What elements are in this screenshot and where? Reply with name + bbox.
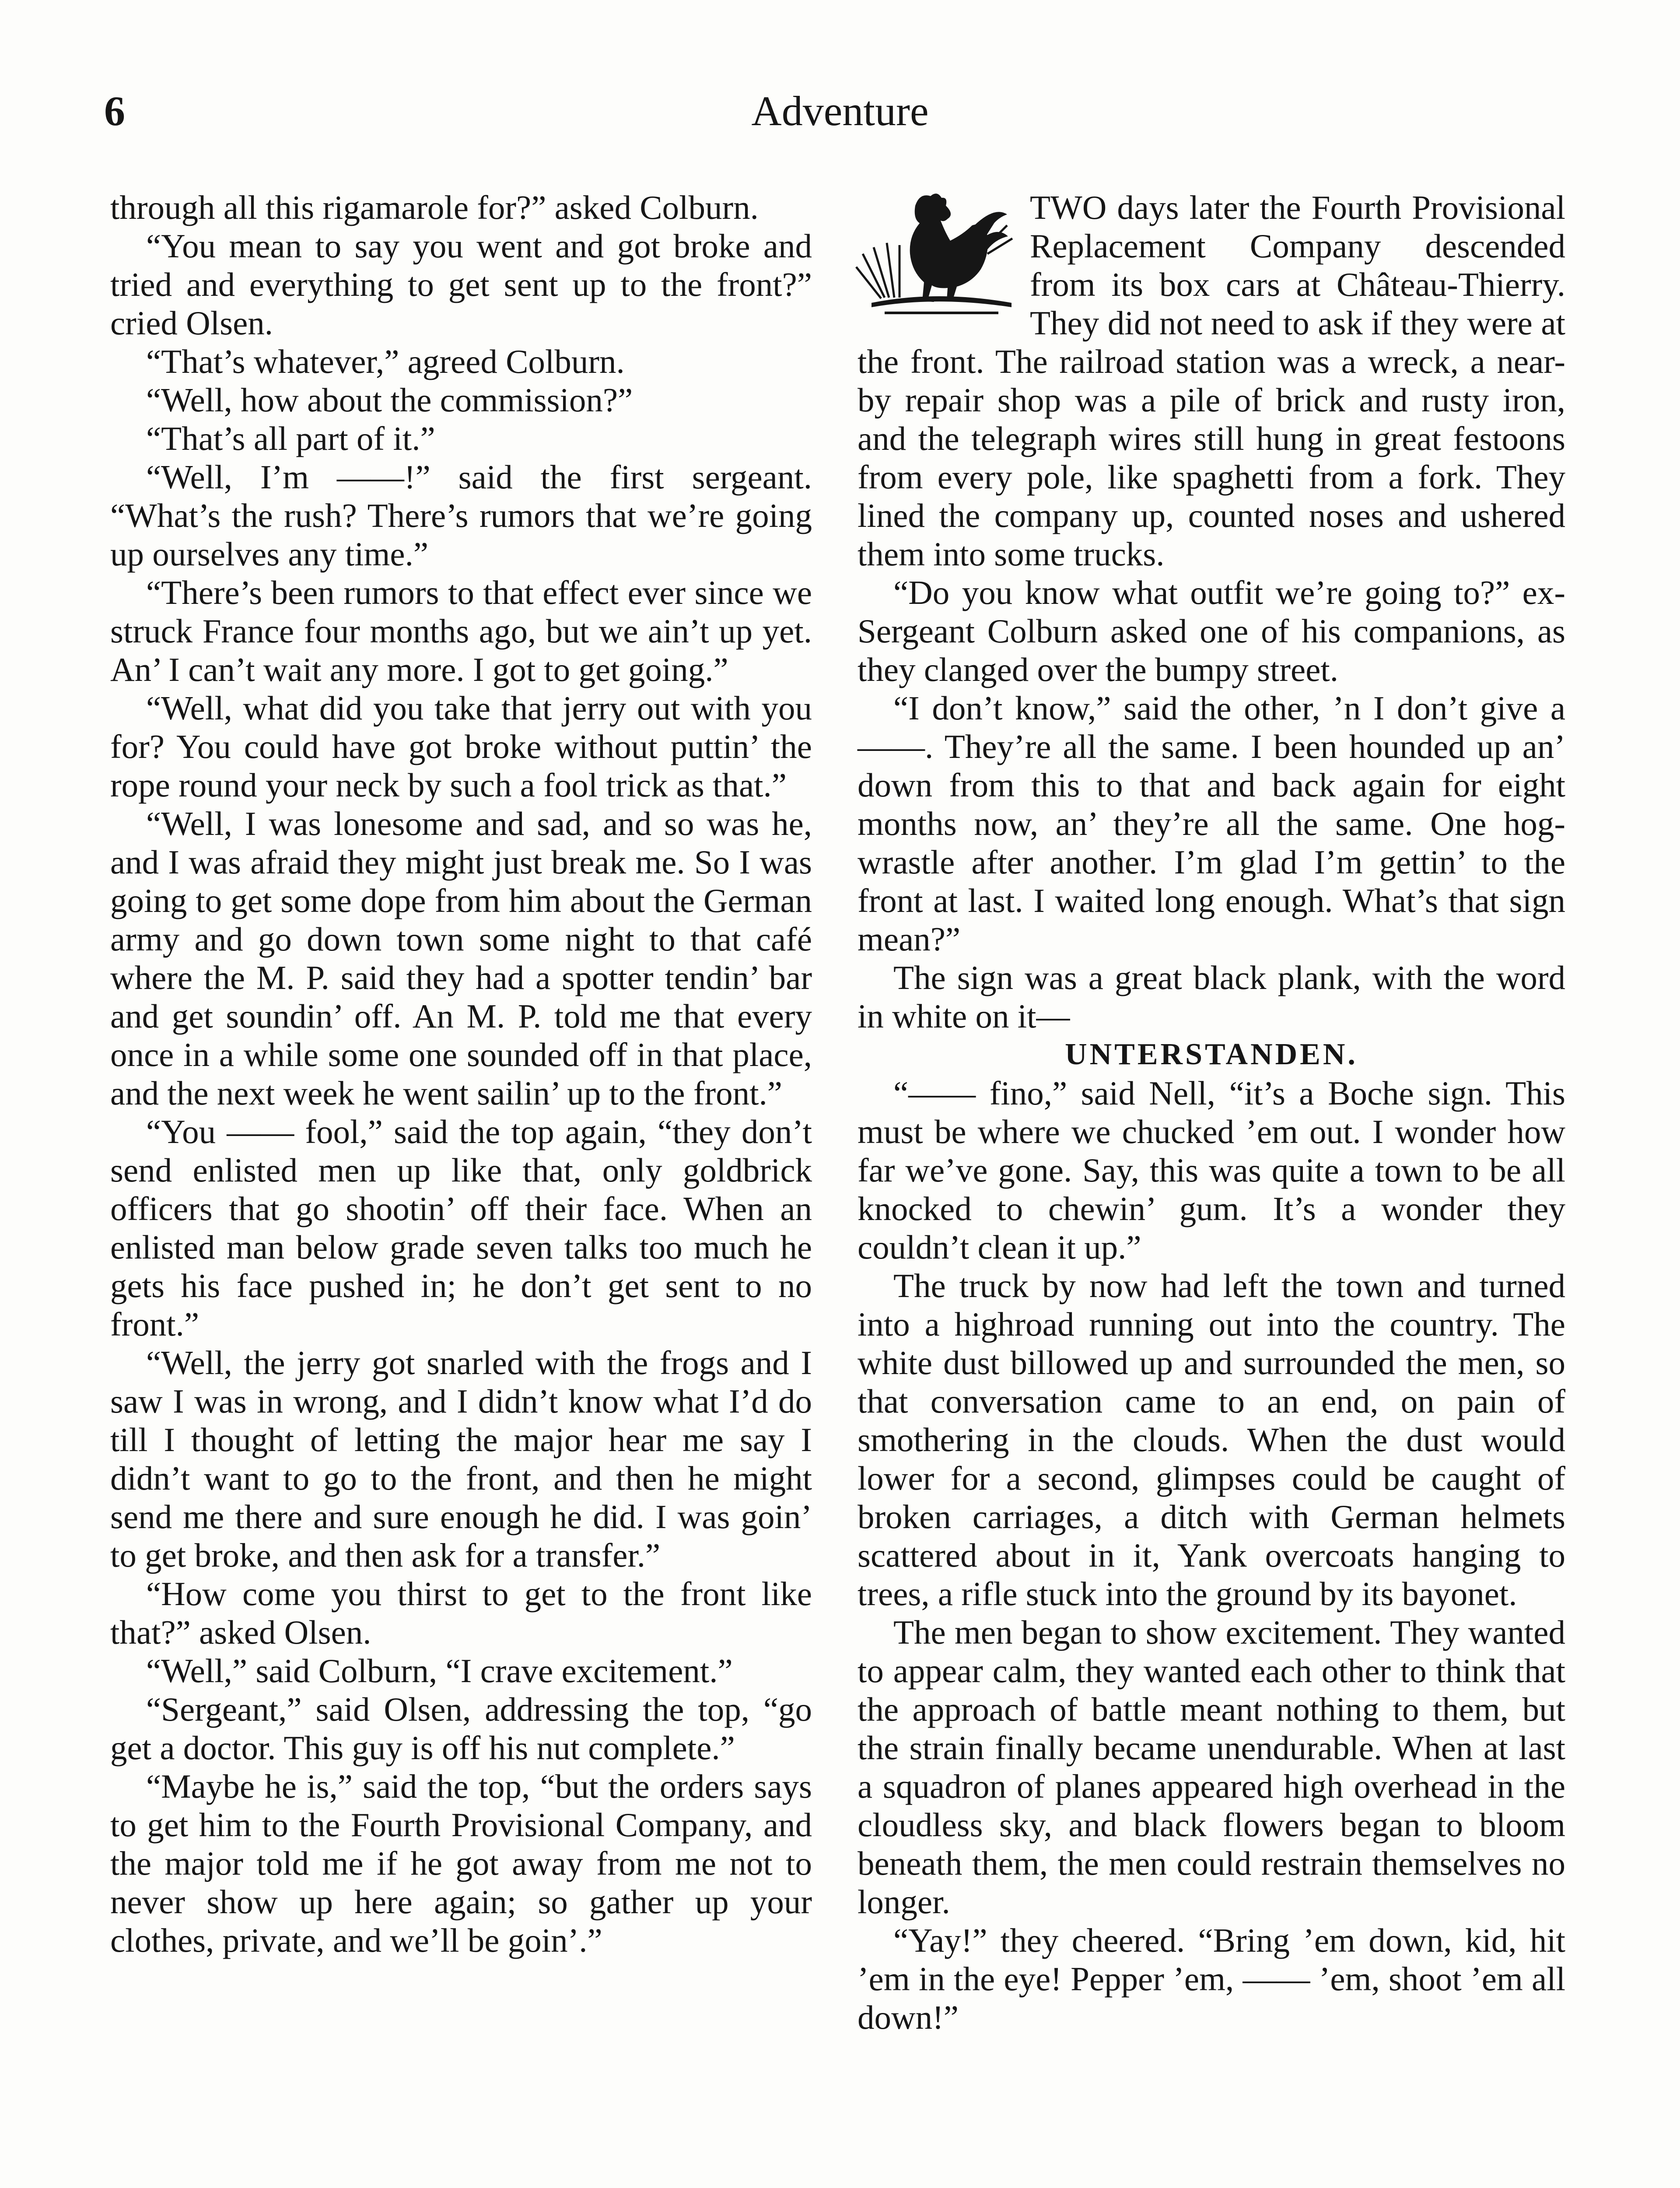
paragraph: “Well, I was lonesome and sad, and so was he, and I was afraid they might just break me. So I was going to get some dope from him about the German army and go down town some night to that café where the M. P. said they had a spotter tendin’ bar and get soundin’ off. An M. P. told me that every once in a while some one sounded off in that place, and the next week he went sailin’ up to the front.” (110, 805, 812, 1112)
rooster-silhouette-icon (854, 188, 1020, 319)
paragraph: “Maybe he is,” said the top, “but the orders says to get him to the Fourth Provisional Company, and the major told me if he got away from me not to never show up here again; so gather up your clothes, private, and we’ll be goin’.” (110, 1767, 812, 1959)
section-opening-paragraph: TWO days later the Fourth Provisional Replacement Company descended from its box cars at Château-Thierry. They did not need to ask if they were at the front. The railroad station was a wreck, a near-by repair shop was a pile of brick and rusty iron, and the telegraph wires still hung in great festoons from every pole, like spaghetti from a fork. They lined the company up, counted noses and ushered them into some trucks. (858, 188, 1565, 573)
sign-word-heading: UNTERSTANDEN. (1065, 1038, 1358, 1071)
page-number: 6 (104, 88, 125, 134)
paragraph: “That’s all part of it.” (146, 420, 435, 457)
paragraph: “That’s whatever,” agreed Colburn. (146, 343, 625, 380)
paragraph: “—— fino,” said Nell, “it’s a Boche sign. This must be where we chucked ’em out. I wonder how far we’ve gone. Say, this was quite a town to be all knocked to chewin’ gum. It’s a wonder they couldn’t clean it up.” (858, 1074, 1565, 1266)
paragraph: The sign was a great black plank, with the word in white on it— (858, 959, 1565, 1035)
paragraph: “I don’t know,” said the other, ’n I don’t give a ——. They’re all the same. I been hounded up an’ down from this to that and back again for eight months now, an’ they’re all the same. One hog-wrastle after another. I’m glad I’m gettin’ to the front at last. I waited long enough. What’s that sign mean?” (858, 689, 1565, 958)
paragraph: “There’s been rumors to that effect ever since we struck France four months ago, but we ain’t up yet. An’ I can’t wait any more. I got to get going.” (110, 574, 812, 688)
paragraph: “Sergeant,” said Olsen, addressing the top, “go get a doctor. This guy is off his nut complete.” (110, 1690, 812, 1767)
paragraph: “Well, I’m ——!” said the first sergeant. “What’s the rush? There’s rumors that we’re going up ourselves any time.” (110, 458, 812, 573)
right-column (858, 188, 1565, 2037)
paragraph: The men began to show excitement. They wanted to appear calm, they wanted each other to think that the approach of battle meant nothing to them, but the strain finally became unendurable. When at last a squadron of planes appeared high overhead in the cloudless sky, and black flowers began to bloom beneath them, the men could restrain themselves no longer. (858, 1613, 1565, 1921)
paragraph: “Well,” said Colburn, “I crave excitement.” (146, 1652, 733, 1690)
paragraph: “Yay!” they cheered. “Bring ’em down, kid, hit ’em in the eye! Pepper ’em, —— ’em, shoot ’em all down!” (858, 1922, 1565, 2036)
paragraph: “Well, how about the commission?” (146, 381, 633, 419)
paragraph: “You mean to say you went and got broke and tried and everything to get sent up to the front?” cried Olsen. (110, 227, 812, 342)
paragraph: “Do you know what outfit we’re going to?” ex-Sergeant Colburn asked one of his companions, as they clanged over the bumpy street. (858, 574, 1565, 688)
running-head-title: Adventure (751, 88, 929, 134)
paragraph: “How come you thirst to get to the front like that?” asked Olsen. (110, 1575, 812, 1651)
left-column (110, 188, 812, 1960)
paragraph: through all this rigamarole for?” asked Colburn. (110, 189, 759, 226)
paragraph: “Well, the jerry got snarled with the frogs and I saw I was in wrong, and I didn’t know what I’d do till I thought of letting the major hear me say I didn’t want to go to the front, and then he might send me there and sure enough he did. I was goin’ to get broke, and then ask for a transfer.” (110, 1344, 812, 1574)
paragraph: “You —— fool,” said the top again, “they don’t send enlisted men up like that, only goldbrick officers that go shootin’ off their face. When an enlisted man below grade seven talks too much he gets his face pushed in; he don’t get sent to no front.” (110, 1113, 812, 1343)
paragraph: The truck by now had left the town and turned into a highroad running out into the country. The white dust billowed up and surrounded the men, so that conversation came to an end, on pain of smothering in the clouds. When the dust would lower for a second, glimpses could be caught of broken carriages, a ditch with German helmets scattered about in it, Yank overcoats hanging to trees, a rifle stuck into the ground by its bayonet. (858, 1267, 1565, 1613)
paragraph: “Well, what did you take that jerry out with you for? You could have got broke without puttin’ the rope round your neck by such a fool trick as that.” (110, 689, 812, 804)
